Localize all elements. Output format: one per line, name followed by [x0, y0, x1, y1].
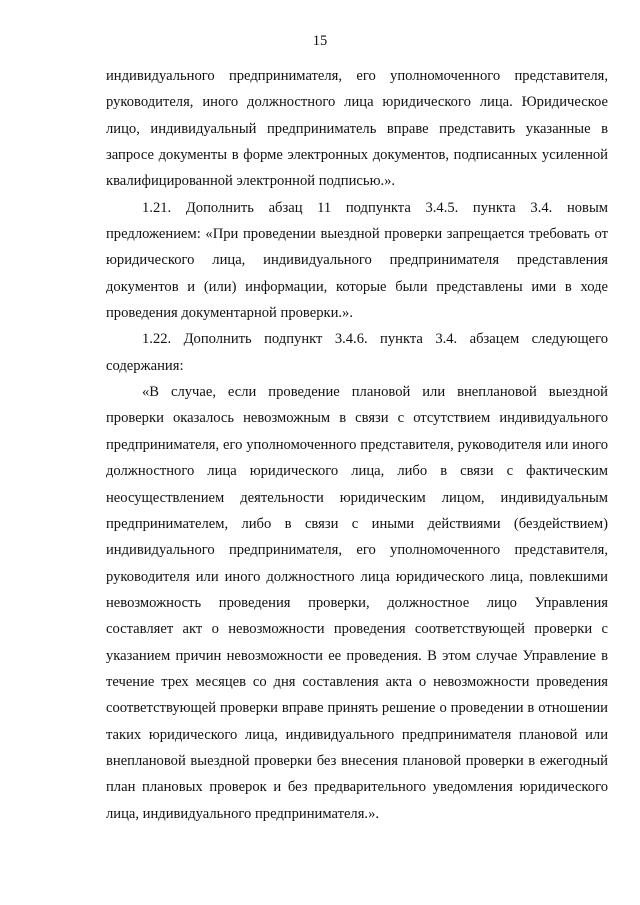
paragraph-item-1-22: 1.22. Дополнить подпункт 3.4.6. пункта 3.4. абзацем следующего содержания:: [106, 331, 608, 374]
page-number: 15: [312, 33, 328, 49]
paragraph-item-1-21: 1.21. Дополнить абзац 11 подпункта 3.4.5. пункта 3.4. новым предложением: «При проведении выездной проверки запрещается требовать от юридического лица, индивидуального предпринимателя представления документов и (или) информации, которые были представлены ими в ходе проведения документарной проверки.».: [106, 199, 608, 322]
paragraph-quoted-amendment: «В случае, если проведение плановой или внеплановой выездной проверки оказалось невозможным в связи с отсутствием индивидуального предпринимателя, его уполномоченного представителя, руководителя или иного должностного лица юридического лица, либо в связи с фактическим неосуществлением деятельности юридическим лицом, индивидуальным предпринимателем, либо в связи с иными действиями (бездействием) индивидуального предпринимателя, его уполномоченного представителя, руководителя или иного должностного лица юридического лица, повлекшими невозможность проведения проверки, должностное лицо Управления составляет акт о невозможности проведения соответствующей проверки с указанием причин невозможности ее проведения. В этом случае Управление в течение трех месяцев со дня составления акта о невозможности проведения соответствующей проверки вправе принять решение о проведении в отношении таких юридического лица, индивидуального предпринимателя плановой или внеплановой выездной проверки без внесения плановой проверки в ежегодный план плановых проверок и без предварительного уведомления юридического лица, индивидуального предпринимателя.».: [106, 384, 608, 822]
paragraph-continuation: индивидуального предпринимателя, его уполномоченного представителя, руководителя, иного должностного лица юридического лица. Юридическое лицо, индивидуальный предприниматель вправе представить указанные в запросе документы в форме электронных документов, подписанных усиленной квалифицированной электронной подписью.».: [106, 68, 608, 190]
document-body: [106, 63, 608, 827]
